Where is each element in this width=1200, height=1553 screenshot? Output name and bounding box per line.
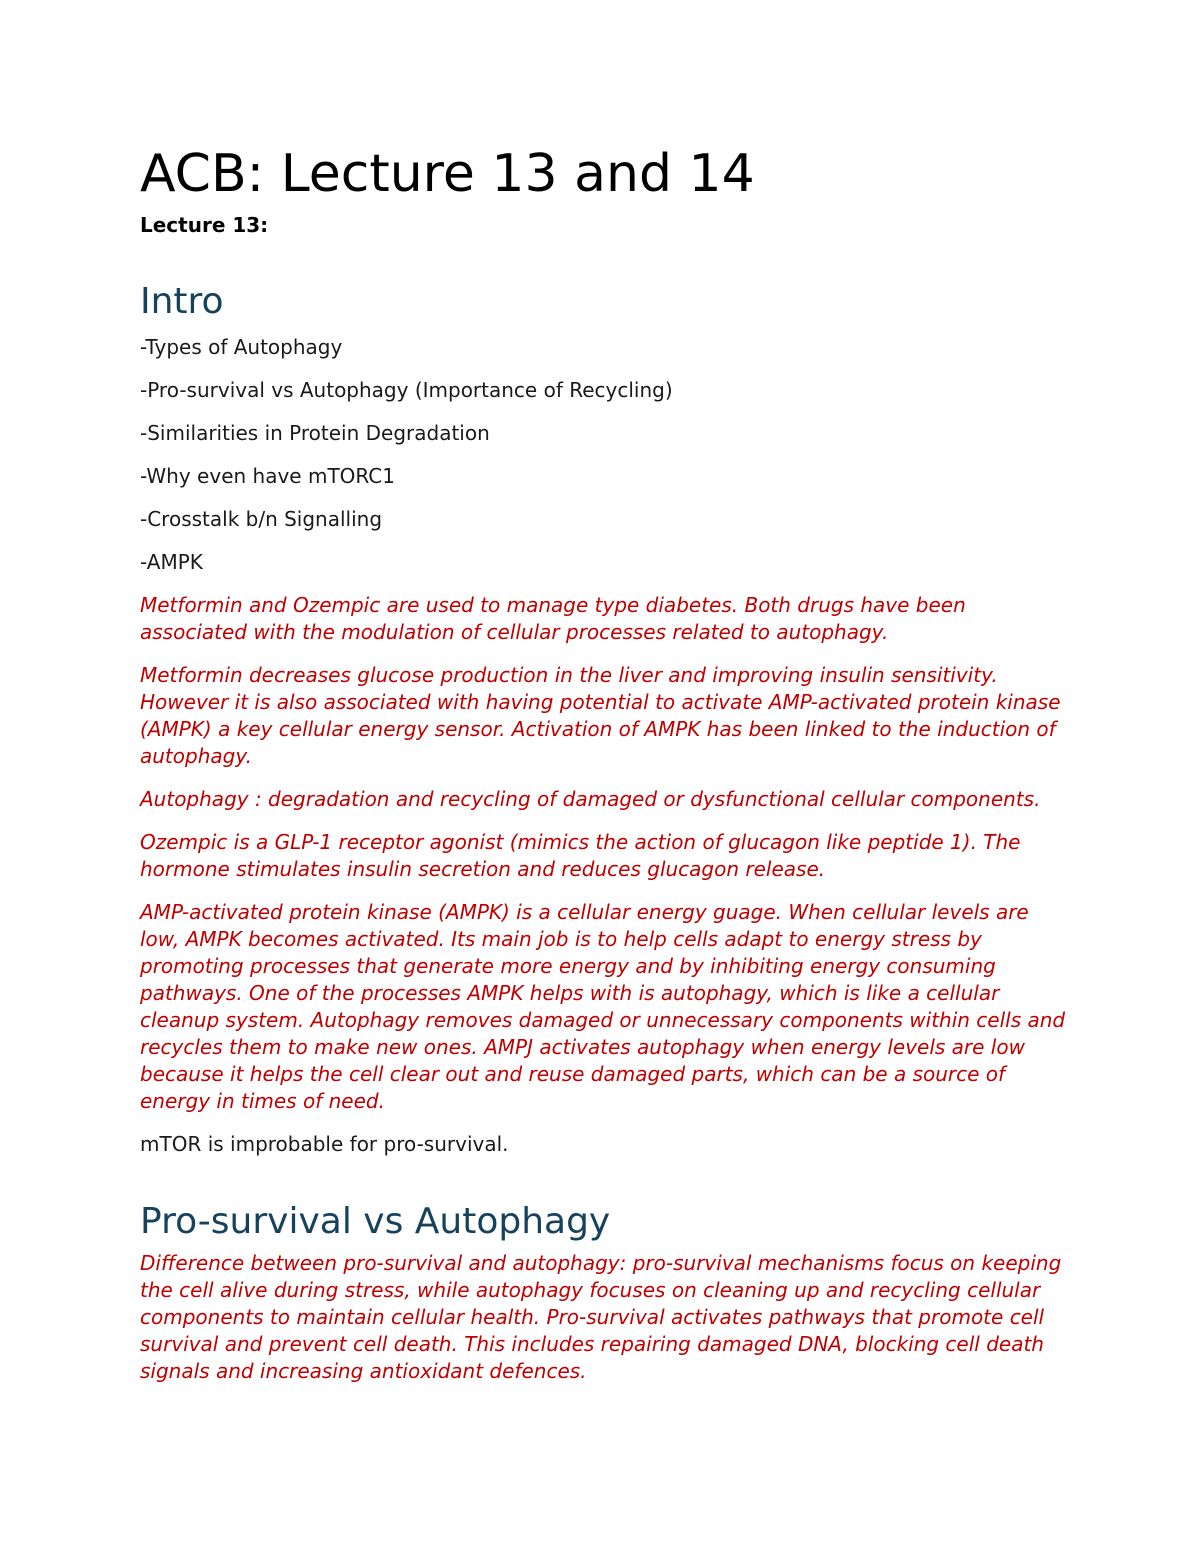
topic-item: -AMPK [140, 550, 203, 574]
document-page [140, 140, 1070, 1385]
topic-item: -Pro-survival vs Autophagy (Importance of Recycling) [140, 378, 673, 402]
note-paragraph: Difference between pro-survival and autophagy: pro-survival mechanisms focus on keeping the cell alive during stress, while autophagy focuses on cleaning up and recycling cellular components to maintain cellular health. Pro-survival activates pathways that promote cell survival and prevent cell death. This includes repairing damaged DNA, blocking cell death signals and increasing antioxidant defences. [140, 1251, 1062, 1383]
document-title: ACB: Lecture 13 and 14 [140, 144, 755, 204]
topic-item: -Similarities in Protein Degradation [140, 421, 490, 445]
topic-item: -Crosstalk b/n Signalling [140, 507, 383, 531]
pro-survival-heading: Pro-survival vs Autophagy [140, 1201, 611, 1242]
topic-item: -Why even have mTORC1 [140, 464, 395, 488]
topic-item: -Types of Autophagy [140, 335, 343, 359]
intro-topic-list [140, 334, 1070, 576]
note-paragraph: AMP-activated protein kinase (AMPK) is a cellular energy guage. When cellular levels are low, AMPK becomes activated. Its main job is to help cells adapt to energy stress by promoting processes that generate more energy and by inhibiting energy consuming pathways. One of the processes AMPK helps with is autophagy, which is like a cellular cleanup system. Autophagy removes damaged or unnecessary components within cells and recycles them to make new ones. AMPJ activates autophagy when energy levels are low because it helps the cell clear out and reuse damaged parts, which can be a source of energy in times of need. [140, 900, 1066, 1113]
note-paragraph: Metformin decreases glucose production in the liver and improving insulin sensitivity. However it is also associated with having potential to activate AMP-activated protein kinase (AMPK) a key cellular energy sensor. Activation of AMPK has been linked to the induction of autophagy. [140, 663, 1061, 768]
lecture-label: Lecture 13: [140, 213, 269, 237]
note-paragraph: Metformin and Ozempic are used to manage type diabetes. Both drugs have been associated with the modulation of cellular processes related to autophagy. [140, 593, 966, 644]
intro-heading: Intro [140, 281, 224, 322]
note-paragraph: Autophagy : degradation and recycling of damaged or dysfunctional cellular components. [140, 787, 1041, 811]
closing-paragraph: mTOR is improbable for pro-survival. [140, 1132, 509, 1156]
note-paragraph: Ozempic is a GLP-1 receptor agonist (mimics the action of glucagon like peptide 1). The hormone stimulates insulin secretion and reduces glucagon release. [140, 830, 1021, 881]
